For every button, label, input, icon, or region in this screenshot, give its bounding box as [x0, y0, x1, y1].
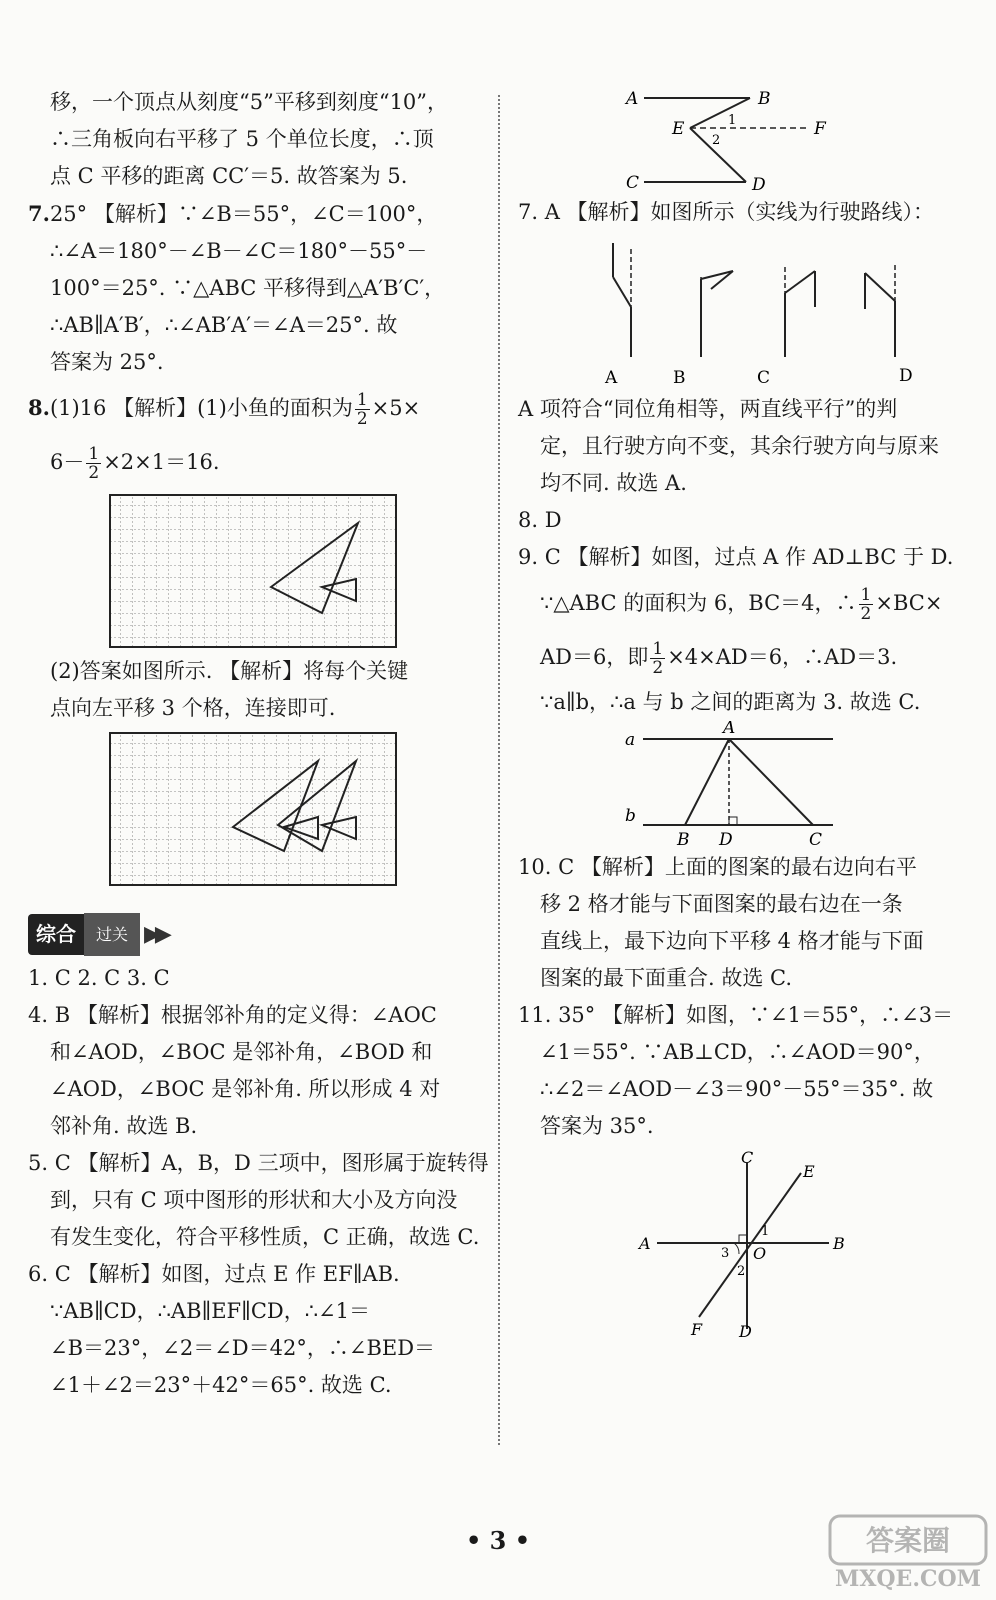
q10-line: 移 2 格才能与下面图案的最右边在一条 [540, 892, 903, 916]
fig11-label: A [639, 1234, 651, 1253]
fig6-label: C [626, 173, 640, 193]
q10-line: 图案的最下面重合. 故选 C. [540, 966, 793, 990]
q9-line: AD＝6，即 [540, 645, 649, 669]
question-number: 8. [28, 395, 50, 420]
q9-line: ∵△ABC 的面积为 6，BC＝4，∴ [540, 591, 857, 615]
q7-line: 定，且行驶方向不变，其余行驶方向与原来 [540, 434, 939, 458]
fig11-label: B [833, 1234, 845, 1253]
q9-line: ×BC× [875, 591, 943, 615]
q7-line: A 项符合“同位角相等，两直线平行”的判 [518, 397, 898, 421]
q8-line: ×2×1＝16. [103, 450, 220, 474]
road-label: D [899, 366, 913, 386]
text-line: 移，一个顶点从刻度“5”平移到刻度“10”， [50, 90, 449, 114]
q5-line: 5. C 【解析】A，B，D 三项中，图形属于旋转得 [28, 1151, 489, 1175]
road-label: A [605, 368, 618, 388]
road-label: B [673, 368, 686, 388]
figure-roads [518, 231, 968, 391]
q7-line: ∴∠A＝180°－∠B－∠C＝180°－55°－ [50, 239, 428, 263]
q7-line: 100°＝25°. ∵△ABC 平移得到△A′B′C′， [50, 276, 446, 300]
fig9-label: D [719, 830, 733, 849]
fig11-label: D [739, 1322, 752, 1341]
svg-text:答案圈: 答案圈 [865, 1524, 951, 1557]
q8-line: 6－ [50, 450, 85, 474]
q7-line: 25° 【解析】∵∠B＝55°，∠C＝100°， [49, 202, 438, 226]
fig6-label: F [814, 119, 826, 139]
fig6-label: A [626, 89, 639, 109]
q6-line: ∠1＋∠2＝23°＋42°＝65°. 故选 C. [50, 1373, 392, 1397]
fraction: $\frac{1}{2}$ [652, 639, 664, 678]
fig11-label: 1 [761, 1224, 770, 1239]
q11-line: 11. 35° 【解析】如图，∵∠1＝55°，∴∠3＝ [518, 1003, 954, 1027]
q4-line: 和∠AOD，∠BOC 是邻补角，∠BOD 和 [50, 1040, 433, 1064]
q5-line: 有发生变化，符合平移性质，C 正确，故选 C. [50, 1225, 480, 1249]
q11-line: ∴∠2＝∠AOD－∠3＝90°－55°＝35°. 故 [540, 1077, 934, 1101]
fraction: $\frac{1}{2}$ [860, 585, 872, 624]
section-badge [28, 913, 166, 956]
fig11-label: E [803, 1162, 815, 1181]
q6-line: ∵AB∥CD，∴AB∥EF∥CD，∴∠1＝ [50, 1299, 371, 1323]
fig11-label: C [741, 1151, 754, 1167]
question-number: 7. [28, 201, 50, 226]
column-divider [498, 95, 500, 1445]
section-badge-sub: 过关 [84, 913, 140, 956]
q5-line: 到，只有 C 项中图形的形状和大小及方向没 [50, 1188, 458, 1212]
figure-q6 [518, 84, 968, 194]
q9-line: ×4×AD＝6，∴AD＝3. [667, 645, 898, 669]
figure-q9 [518, 721, 968, 849]
answer-line: 1. C 2. C 3. C [28, 966, 170, 990]
q4-line: ∠AOD，∠BOC 是邻补角. 所以形成 4 对 [50, 1077, 441, 1101]
fig11-label: 3 [721, 1246, 730, 1261]
q8-answer: 8. D [518, 508, 562, 532]
right-column [518, 84, 968, 1341]
watermark-logo [828, 1514, 988, 1594]
q6-line: 6. C 【解析】如图，过点 E 作 EF∥AB. [28, 1262, 400, 1286]
fig9-label: C [809, 830, 823, 849]
fig9-label: b [625, 806, 636, 826]
fig6-label: E [672, 119, 685, 139]
figure-q11 [518, 1151, 968, 1341]
double-arrow-icon: ▶▶ [144, 922, 166, 947]
q7-line: 答案为 25°. [50, 350, 164, 374]
text-line: ∴三角板向右平移了 5 个单位长度，∴顶 [50, 127, 434, 151]
q10-line: 10. C 【解析】上面的图案的最右边向右平 [518, 855, 917, 879]
q9-line: ∵a∥b，∴a 与 b 之间的距离为 3. 故选 C. [540, 690, 921, 714]
fig6-label: 1 [728, 113, 737, 128]
fig6-label: 2 [712, 133, 721, 148]
q11-line: 答案为 35°. [540, 1114, 654, 1138]
q8-line: (2)答案如图所示. 【解析】将每个关键 [50, 659, 409, 683]
grid-figure-2 [28, 731, 478, 887]
fig9-label: B [677, 830, 690, 849]
fig9-label: A [723, 721, 736, 738]
q4-line: 4. B 【解析】根据邻补角的定义得：∠AOC [28, 1003, 437, 1027]
fig9-label: a [625, 730, 636, 750]
q10-line: 直线上，最下边向下平移 4 格才能与下面 [540, 929, 924, 953]
grid-figure-1 [28, 493, 478, 649]
fig11-label: O [753, 1244, 767, 1263]
section-badge-main: 综合 [28, 914, 84, 955]
fraction: $\frac{1}{2}$ [356, 390, 368, 429]
q9-line: 9. C 【解析】如图，过点 A 作 AD⊥BC 于 D. [518, 545, 954, 569]
fig6-label: B [758, 89, 771, 109]
svg-text:MXQE.COM: MXQE.COM [834, 1566, 982, 1592]
fig11-label: 2 [737, 1264, 746, 1279]
q8-line: 点向左平移 3 个格，连接即可. [50, 696, 336, 720]
q11-line: ∠1＝55°. ∵AB⊥CD，∴∠AOD＝90°， [540, 1040, 935, 1064]
fig11-label: F [691, 1320, 703, 1339]
page-number: • 3 • [465, 1526, 531, 1555]
road-label: C [757, 368, 771, 388]
left-column [28, 84, 489, 1404]
q8-line: ×5× [371, 396, 421, 420]
q6-line: ∠B＝23°，∠2＝∠D＝42°，∴∠BED＝ [50, 1336, 436, 1360]
q7-line: 均不同. 故选 A. [540, 471, 687, 495]
text-line: 点 C 平移的距离 CC′＝5. 故答案为 5. [50, 164, 408, 188]
q7-line: ∴AB∥A′B′，∴∠AB′A′＝∠A＝25°. 故 [50, 313, 398, 337]
fig6-label: D [752, 175, 766, 194]
q4-line: 邻补角. 故选 B. [50, 1114, 198, 1138]
q7-line: 7. A 【解析】如图所示（实线为行驶路线）： [518, 200, 935, 224]
q8-line: (1)16 【解析】(1)小鱼的面积为 [49, 396, 353, 420]
fraction: $\frac{1}{2}$ [88, 444, 100, 483]
